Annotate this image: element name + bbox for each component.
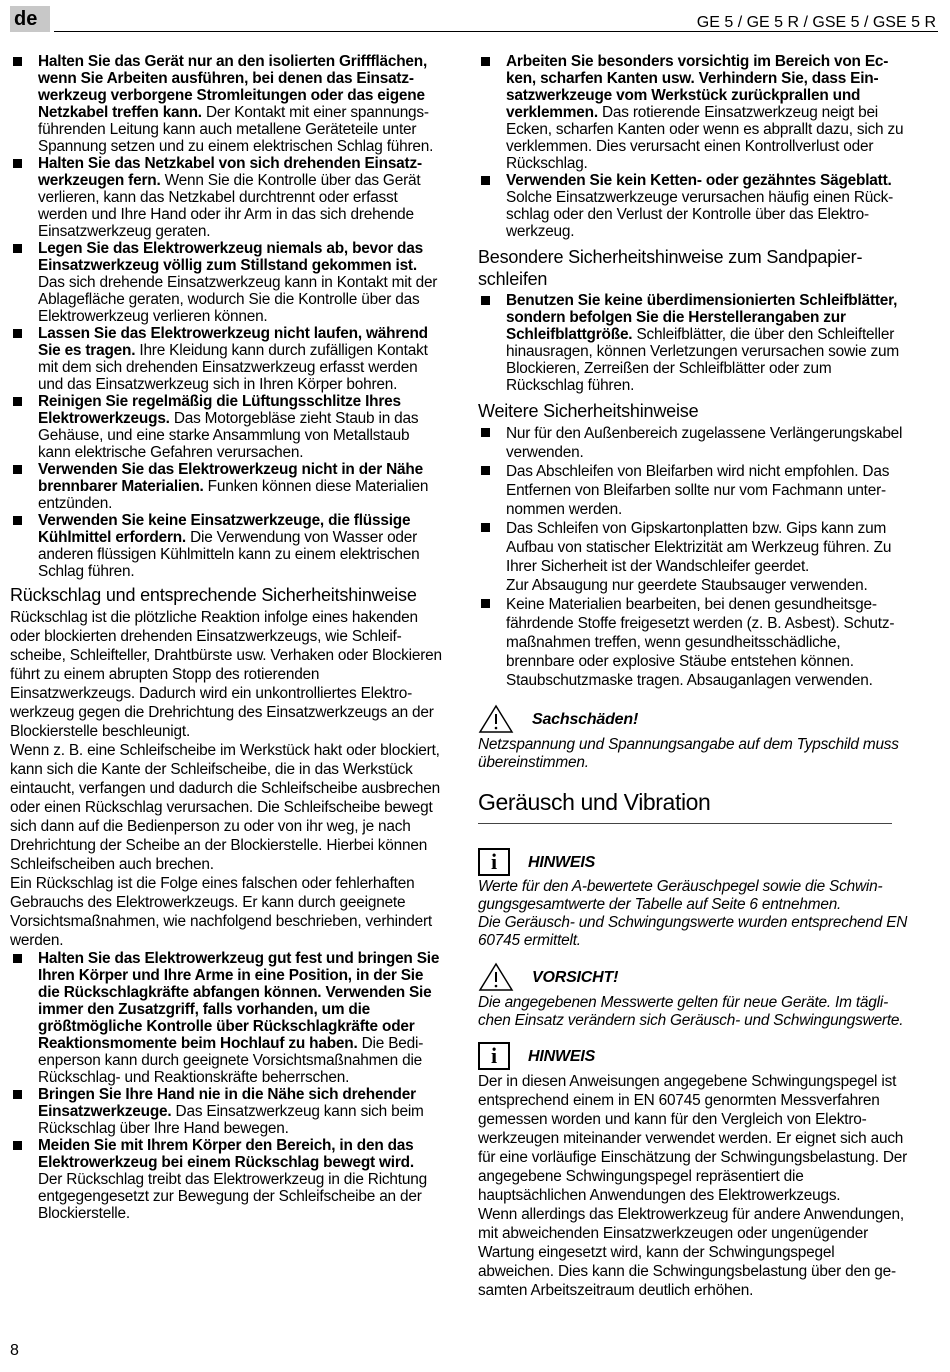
list-item bbox=[10, 53, 442, 155]
info-icon: i bbox=[478, 1042, 510, 1070]
list-item-bold: Verwenden Sie kein Ketten- oder gezähntes Sägeblatt. bbox=[506, 172, 892, 189]
list-item: Das Schleifen von Gipskartonplatten bzw. Gips kann zum Aufbau von statischer Elektrizität am Werkzeug führen. Zu Ihrer Sicherheit ist der Wandschleifer geerdet. Zur Absaugung nur geerdete Staubsauger verwenden. bbox=[478, 519, 910, 595]
paragraph: Ein Rückschlag ist die Folge eines falschen oder fehlerhaften Gebrauchs des Elektrowerkzeugs. Er kann durch geeignete Vorsichtsmaßnahmen, wie nachfolgend beschrieben, verhindert werden. bbox=[10, 875, 432, 949]
sanding-heading: Besondere Sicherheitshinweise zum Sandpapierschleifen bbox=[478, 247, 863, 289]
list-item-text: Solche Einsatzwerkzeuge verursachen häufig einen Rückschlag oder den Verlust der Kontrolle über das Elektrowerkzeug. bbox=[506, 189, 894, 240]
list-item-bold: Reinigen Sie regelmäßig die Lüftungsschlitze Ihres Elektrowerkzeugs. bbox=[38, 393, 401, 427]
list-item-bold: Halten Sie das Netzkabel von sich drehenden Einsatzwerkzeugen fern. bbox=[38, 155, 423, 189]
list-item-bold: Benutzen Sie keine überdimensionierten Schleifblätter, sondern befolgen Sie die Herstellerangaben zur Schleifblattgröße. bbox=[506, 292, 898, 343]
list-item bbox=[478, 53, 910, 172]
list-item: Nur für den Außenbereich zugelassene Verlängerungskabel verwenden. bbox=[478, 424, 910, 462]
warning-icon bbox=[478, 704, 514, 734]
list-item-bold: Legen Sie das Elektrowerkzeug niemals ab, bevor das Einsatzwerkzeug völlig zum Stillstand gekommen ist. bbox=[38, 240, 423, 274]
list-item bbox=[10, 1086, 442, 1137]
noise-vibration-heading: Geräusch und Vibration bbox=[478, 789, 711, 815]
list-item-text: Schleifblätter, die über den Schleifteller hinausragen, können Verletzungen verursachen sowie zum Blockieren, Zerreißen der Schleifblätter oder zum Rückschlag führen. bbox=[506, 326, 900, 394]
right-column bbox=[478, 53, 910, 1300]
list-item-text: Die Bedienperson kann durch geeignete Vorsichtsmaßnahmen die Rückschlag- und Reaktionskräfte beherrschen. bbox=[38, 1035, 424, 1086]
further-safety-heading: Weitere Sicherheitshinweise bbox=[478, 401, 699, 421]
list-item: Das Abschleifen von Bleifarben wird nicht empfohlen. Das Entfernen von Bleifarben sollte nur vom Fachmann unternommen werden. bbox=[478, 462, 910, 519]
list-item-text: Das sich drehende Einsatzwerkzeug kann in Kontakt mit der Ablagefläche geraten, wodurch Sie die Kontrolle über das Elektrowerkzeug verlieren können. bbox=[38, 274, 438, 325]
list-item bbox=[10, 240, 442, 325]
list-item-bold: Verwenden Sie das Elektrowerkzeug nicht in der Nähe brennbarer Materialien. bbox=[38, 461, 423, 495]
section-rule bbox=[478, 823, 892, 824]
list-item bbox=[478, 172, 910, 240]
kickback-heading: Rückschlag und entsprechende Sicherheitshinweise bbox=[10, 585, 417, 605]
hint2-header bbox=[478, 1042, 910, 1070]
caution-text: Die angegebenen Messwerte gelten für neue Geräte. Im täglichen Einsatz verändern sich Geräusch- und Schwingungswerte. bbox=[478, 994, 904, 1029]
list-item-bold: Meiden Sie mit Ihrem Körper den Bereich, in den das Elektrowerkzeug bei einem Rückschlag bewegt wird. bbox=[38, 1137, 414, 1171]
list-item-text: Der Kontakt mit einer spannungsführenden Leitung kann auch metallene Geräteteile unter Spannung setzen und zu einem elektrischen Schlag führen. bbox=[38, 104, 434, 155]
hint2-text: Der in diesen Anweisungen angegebene Schwingungspegel ist entsprechend einem in EN 60745 genormten Messverfahren gemessen worden und kann für den Vergleich von Elektrowerkzeugen miteinander verwendet werden. Er eignet sich auch für eine vorläufige Einschätzung der Schwingungsbelastung. Der angegebene Schwingungspegel repräsentiert die hauptsächlichen Anwendungen des Elektrowerkzeugs. Wenn allerdings das Elektrowerkzeug für andere Anwendungen, mit abweichenden Einsatzwerkzeugen oder ungenügender Wartung eingesetzt wird, kann der Schwingungspegel abweichen. Dies kann die Schwingungsbelastung über den gesamten Arbeitszeitraum deutlich erhöhen. bbox=[478, 1073, 908, 1299]
hint1-text: Werte für den A-bewertete Geräuschpegel sowie die Schwingungsgesamtwerte der Tabelle auf Seite 6 entnehmen. Die Geräusch- und Schwingungswerte wurden entsprechend EN 60745 ermittelt. bbox=[478, 878, 908, 949]
paragraph: Wenn z. B. eine Schleifscheibe im Werkstück hakt oder blockiert, kann sich die Kante der Schleifscheibe, die in das Werkstück eintaucht, verfangen und dadurch die Schleifscheibe ausbrechen oder einen Rückschlag verursachen. Die Schleifscheibe bewegt sich dann auf die Bedienperson zu oder von ihr weg, je nach Drehrichtung der Scheibe an der Blockierstelle. Hierbei können Schleifscheiben auch brechen. bbox=[10, 742, 440, 873]
sanding-list bbox=[478, 292, 910, 394]
list-item bbox=[478, 292, 910, 394]
list-item-text: Wenn Sie die Kontrolle über das Gerät verlieren, kann das Netzkabel durchtrennt oder erfasst werden und Ihre Hand oder ihr Arm in das sich drehende Einsatzwerkzeug geraten. bbox=[38, 172, 421, 240]
list-item-bold: Bringen Sie Ihre Hand nie in die Nähe sich drehender Einsatzwerkzeuge. bbox=[38, 1086, 416, 1120]
left-safety-list bbox=[10, 53, 442, 580]
info-icon: i bbox=[478, 848, 510, 876]
list-item bbox=[10, 512, 442, 580]
hint2-label: HINWEIS bbox=[528, 1047, 596, 1065]
left-column bbox=[10, 53, 442, 1222]
model-header: GE 5 / GE 5 R / GSE 5 / GSE 5 R bbox=[696, 14, 936, 31]
list-item-bold: Lassen Sie das Elektrowerkzeug nicht laufen, während Sie es tragen. bbox=[38, 325, 428, 359]
list-item-text: Ihre Kleidung kann durch zufälligen Kontakt mit dem sich drehenden Einsatzwerkzeug erfasst werden und das Einsatzwerkzeug sich in Ihren Körper bohren. bbox=[38, 342, 428, 393]
list-item bbox=[10, 325, 442, 393]
list-item-bold: Arbeiten Sie besonders vorsichtig im Bereich von Ecken, scharfen Kanten usw. Verhindern Sie, dass Einsatzwerkzeuge vom Werkstück zurückprallen und verklemmen. bbox=[506, 53, 889, 121]
list-item-bold: Halten Sie das Gerät nur an den isolierten Griffflächen, wenn Sie Arbeiten ausführen, bei denen das Einsatzwerkzeug verborgene Stromleitungen oder das eigene Netzkabel treffen kann. bbox=[38, 53, 428, 121]
damage-note-header bbox=[478, 704, 910, 734]
caution-header bbox=[478, 962, 910, 992]
list-item-text: Der Rückschlag treibt das Elektrowerkzeug in die Richtung entgegengesetzt zur Bewegung der Schleifscheibe an der Blockierstelle. bbox=[38, 1171, 427, 1222]
list-item-text: Funken können diese Materialien entzünden. bbox=[38, 478, 429, 512]
damage-text: Netzspannung und Spannungsangabe auf dem Typschild muss übereinstimmen. bbox=[478, 736, 899, 771]
right-safety-list bbox=[478, 53, 910, 240]
paragraph: Rückschlag ist die plötzliche Reaktion infolge eines hakenden oder blockierten drehenden Einsatzwerkzeugs, wie Schleifscheibe, Schleifteller, Drahtbürste usw. Verhaken oder Blockieren führt zu einem abrupten Stopp des rotierenden Einsatzwerkzeugs. Dadurch wird ein unkontrolliertes Elektrowerkzeug gegen die Drehrichtung des Einsatzwerkzeugs an der Blockierstelle beschleunigt. bbox=[10, 609, 442, 740]
warning-icon bbox=[478, 962, 514, 992]
list-item-text: Das rotierende Einsatzwerkzeug neigt bei Ecken, scharfen Kanten oder wenn es abprallt dazu, sich zu verklemmen. Dies verursacht einen Kontrollverlust oder Rückschlag. bbox=[506, 104, 904, 172]
list-item bbox=[10, 155, 442, 240]
list-item: Keine Materialien bearbeiten, bei denen gesundheitsgefährdende Stoffe freigesetzt werden (z. B. Asbest). Schutzmaßnahmen treffen, wenn gesundheitsschädliche, brennbare oder explosive Stäube entstehen können. Staubschutzmaske tragen. Absauganlagen verwenden. bbox=[478, 595, 910, 690]
list-item bbox=[10, 950, 442, 1086]
list-item-text: Die Verwendung von Wasser oder anderen flüssigen Kühlmitteln kann zu einem elektrischen Schlag führen. bbox=[38, 529, 420, 580]
kickback-paragraphs bbox=[10, 608, 442, 950]
list-item-text: Das Einsatzwerkzeug kann sich beim Rückschlag über Ihre Hand bewegen. bbox=[38, 1103, 424, 1137]
damage-label: Sachschäden! bbox=[532, 710, 639, 728]
kickback-list bbox=[10, 950, 442, 1222]
caution-label: VORSICHT! bbox=[532, 968, 619, 986]
list-item-bold: Halten Sie das Elektrowerkzeug gut fest und bringen Sie Ihren Körper und Ihre Arme in eine Position, in der Sie die Rückschlagkräfte abfangen können. Verwenden Sie immer den Zusatzgriff, falls vorhanden, um die größtmögliche Kontrolle über Rückschlagkräfte oder Reaktionsmomente beim Hochlauf zu haben. bbox=[38, 950, 440, 1052]
page-number: 8 bbox=[10, 1342, 19, 1359]
list-item bbox=[10, 1137, 442, 1222]
further-safety-list bbox=[478, 424, 910, 690]
list-item bbox=[10, 393, 442, 461]
hint1-label: HINWEIS bbox=[528, 853, 596, 871]
list-item-bold: Verwenden Sie keine Einsatzwerkzeuge, die flüssige Kühlmittel erfordern. bbox=[38, 512, 411, 546]
hint1-header bbox=[478, 848, 910, 876]
language-tag: de bbox=[10, 6, 50, 32]
list-item bbox=[10, 461, 442, 512]
list-item-text: Das Motorgebläse zieht Staub in das Gehäuse, und eine starke Ansammlung von Metallstaub kann elektrische Gefahren verursachen. bbox=[38, 410, 419, 461]
